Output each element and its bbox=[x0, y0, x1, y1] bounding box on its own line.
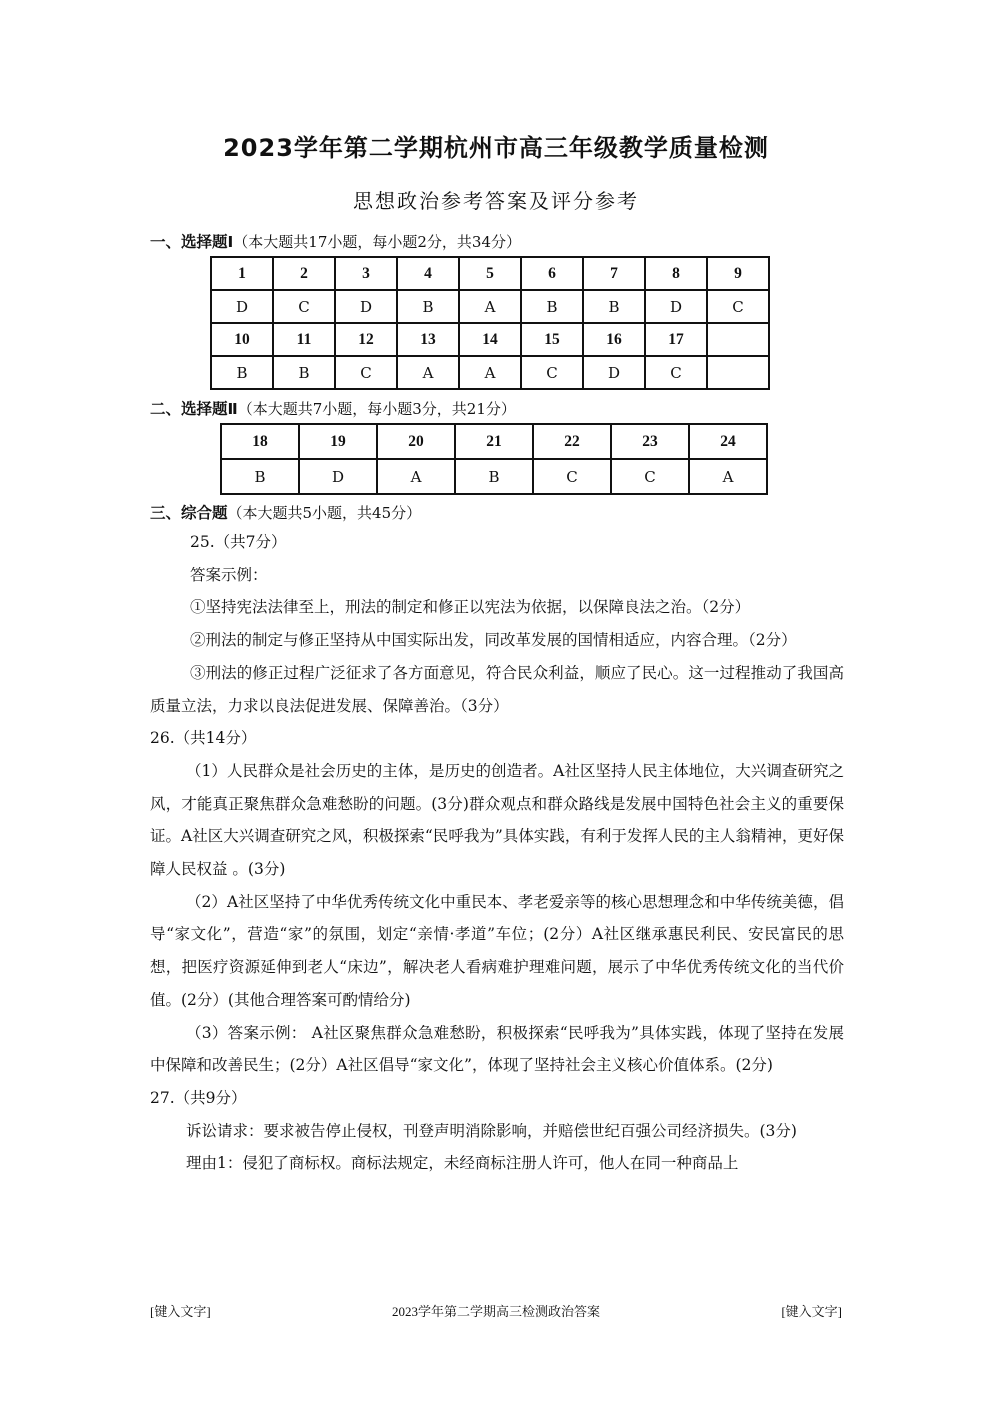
table-row bbox=[211, 356, 769, 389]
answer-cell: C bbox=[707, 290, 769, 323]
q26-part-1: （1）人民群众是社会历史的主体，是历史的创造者。A社区坚持人民主体地位，大兴调查研究之风，才能真正聚焦群众急难愁盼的问题。(3分)群众观点和群众路线是发展中国特色社会主义的重要保证。A社区大兴调查研究之风，积极探索“民呼我为”具体实践，有利于发挥人民的主人翁精神，更好保障人民权益 。(3分) bbox=[150, 761, 844, 879]
answer-cell bbox=[707, 356, 769, 389]
section-3-heading bbox=[150, 501, 421, 523]
section-3-note: （本大题共5小题，共45分） bbox=[227, 504, 422, 522]
answer-body bbox=[150, 526, 844, 1180]
answer-cell: A bbox=[459, 290, 521, 323]
footer-right: [键入文字] bbox=[781, 1304, 842, 1319]
answer-cell: C bbox=[521, 356, 583, 389]
footer-left: [键入文字] bbox=[150, 1304, 211, 1319]
q25-heading: 25.（共7分） bbox=[190, 533, 287, 551]
table-row bbox=[211, 323, 769, 356]
question-number-cell: 9 bbox=[707, 257, 769, 290]
section-1-heading bbox=[150, 230, 521, 252]
answer-cell: D bbox=[211, 290, 273, 323]
answer-cell: A bbox=[689, 459, 767, 494]
question-number-cell: 13 bbox=[397, 323, 459, 356]
question-number-cell: 4 bbox=[397, 257, 459, 290]
answer-cell: B bbox=[521, 290, 583, 323]
question-number-cell: 23 bbox=[611, 424, 689, 459]
section-3-label: 三、综合题 bbox=[150, 504, 228, 522]
q25-point-1: ①坚持宪法法律至上，刑法的制定和修正以宪法为依据，以保障良法之治。（2分） bbox=[190, 598, 751, 617]
footer-center: 2023学年第二学期高三检测政治答案 bbox=[391, 1304, 600, 1319]
q27-heading: 27.（共9分） bbox=[150, 1088, 247, 1107]
question-number-cell: 12 bbox=[335, 323, 397, 356]
question-number-cell: 11 bbox=[273, 323, 335, 356]
answer-table-2 bbox=[220, 423, 768, 495]
answer-cell: C bbox=[645, 356, 707, 389]
question-number-cell: 19 bbox=[299, 424, 377, 459]
question-number-cell: 20 bbox=[377, 424, 455, 459]
table-row bbox=[221, 459, 767, 494]
q26-heading: 26.（共14分） bbox=[150, 729, 257, 748]
question-number-cell: 2 bbox=[273, 257, 335, 290]
question-number-cell: 24 bbox=[689, 424, 767, 459]
table-row bbox=[211, 290, 769, 323]
q27-reason-1: 理由1：侵犯了商标权。商标法规定，未经商标注册人许可，他人在同一种商品上 bbox=[186, 1154, 739, 1173]
section-2-label: 二、选择题Ⅱ bbox=[150, 400, 238, 418]
table-row bbox=[211, 257, 769, 290]
answer-cell: D bbox=[335, 290, 397, 323]
answer-cell: D bbox=[583, 356, 645, 389]
answer-cell: D bbox=[645, 290, 707, 323]
answer-cell: B bbox=[397, 290, 459, 323]
question-number-cell: 17 bbox=[645, 323, 707, 356]
document-title: 2023学年第二学期杭州市高三年级教学质量检测 bbox=[223, 134, 769, 162]
answer-cell: D bbox=[299, 459, 377, 494]
question-number-cell: 1 bbox=[211, 257, 273, 290]
question-number-cell: 18 bbox=[221, 424, 299, 459]
question-number-cell: 3 bbox=[335, 257, 397, 290]
document-subtitle: 思想政治参考答案及评分参考 bbox=[353, 189, 639, 213]
answer-cell: A bbox=[377, 459, 455, 494]
answer-cell: B bbox=[221, 459, 299, 494]
q25-example-label: 答案示例： bbox=[190, 565, 268, 584]
q25-point-3: ③刑法的修正过程广泛征求了各方面意见，符合民众利益，顺应了民心。这一过程推动了我国高质量立法，力求以良法促进发展、保障善治。（3分） bbox=[150, 663, 844, 715]
question-number-cell: 15 bbox=[521, 323, 583, 356]
q26-part-2: （2）A社区坚持了中华优秀传统文化中重民本、孝老爱亲等的核心思想理念和中华传统美德，倡导“家文化”，营造“家”的氛围，划定“亲情·孝道”车位；(2分）A社区继承惠民利民、安民富民的思想，把医疗资源延伸到老人“床边”，解决老人看病难护理难问题，展示了中华优秀传统文化的当代价值。(2分）(其他合理答案可酌情给分) bbox=[150, 892, 844, 1009]
question-number-cell: 14 bbox=[459, 323, 521, 356]
question-number-cell: 21 bbox=[455, 424, 533, 459]
q27-claim: 诉讼请求：要求被告停止侵权，刊登声明消除影响，并赔偿世纪百强公司经济损失。(3分) bbox=[186, 1121, 797, 1140]
answer-cell: A bbox=[459, 356, 521, 389]
answer-cell: C bbox=[273, 290, 335, 323]
question-number-cell: 5 bbox=[459, 257, 521, 290]
question-number-cell: 16 bbox=[583, 323, 645, 356]
question-number-cell: 8 bbox=[645, 257, 707, 290]
question-number-cell: 7 bbox=[583, 257, 645, 290]
question-number-cell bbox=[707, 323, 769, 356]
answer-table-1 bbox=[210, 256, 770, 390]
answer-cell: B bbox=[273, 356, 335, 389]
answer-cell: C bbox=[533, 459, 611, 494]
section-1-note: （本大题共17小题，每小题2分，共34分） bbox=[233, 233, 522, 251]
question-number-cell: 22 bbox=[533, 424, 611, 459]
table-row bbox=[221, 424, 767, 459]
q26-part-3: （3）答案示例： A社区聚焦群众急难愁盼，积极探索“民呼我为”具体实践，体现了坚持在发展中保障和改善民生；(2分）A社区倡导“家文化”，体现了坚持社会主义核心价值体系。(2分) bbox=[150, 1023, 844, 1075]
section-2-note: （本大题共7小题，每小题3分，共21分） bbox=[237, 400, 516, 418]
answer-cell: C bbox=[335, 356, 397, 389]
answer-cell: B bbox=[455, 459, 533, 494]
question-number-cell: 6 bbox=[521, 257, 583, 290]
section-2-heading bbox=[150, 397, 516, 419]
question-number-cell: 10 bbox=[211, 323, 273, 356]
answer-cell: B bbox=[211, 356, 273, 389]
answer-cell: C bbox=[611, 459, 689, 494]
q25-point-2: ②刑法的制定与修正坚持从中国实际出发，同改革发展的国情相适应，内容合理。（2分） bbox=[190, 631, 797, 650]
answer-cell: B bbox=[583, 290, 645, 323]
answer-cell: A bbox=[397, 356, 459, 389]
section-1-label: 一、选择题Ⅰ bbox=[150, 233, 234, 251]
